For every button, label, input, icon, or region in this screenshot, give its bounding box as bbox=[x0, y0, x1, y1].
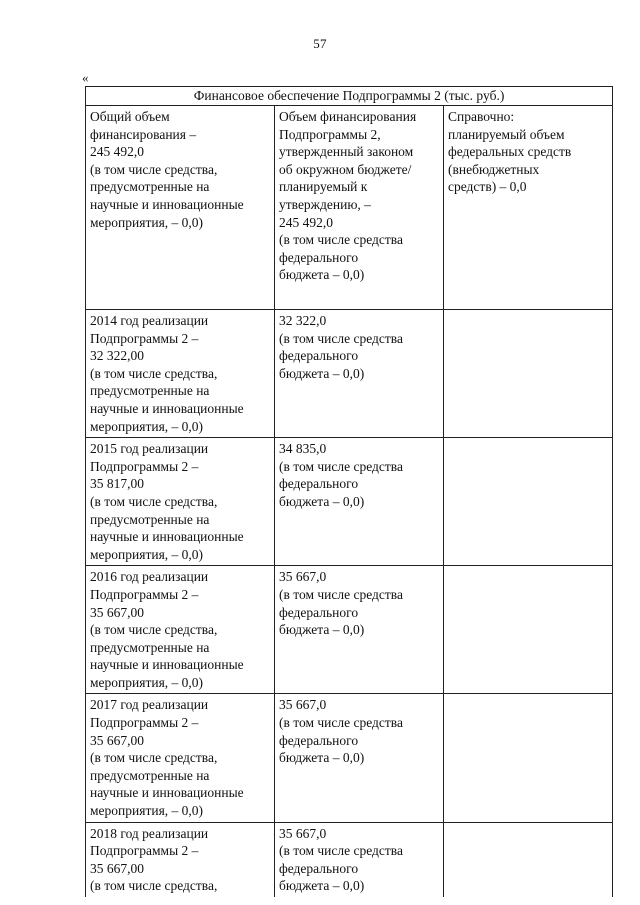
header-reference-federal: Справочно: планируемый объем федеральных средств (внебюджетных средств) – 0,0 bbox=[444, 106, 613, 310]
row-district-cell: 35 667,0 (в том числе средства федерального бюджета – 0,0) bbox=[275, 566, 444, 694]
row-reference-cell bbox=[444, 694, 613, 822]
row-reference-cell bbox=[444, 566, 613, 694]
row-total-cell: 2016 год реализации Подпрограммы 2 – 35 667,00 (в том числе средства, предусмотренные на научные и инновационные мероприятия, – 0,0) bbox=[86, 566, 275, 694]
row-reference-cell bbox=[444, 438, 613, 566]
table-row bbox=[86, 822, 613, 897]
row-district-cell: 32 322,0 (в том числе средства федерального бюджета – 0,0) bbox=[275, 310, 444, 438]
row-district-cell: 34 835,0 (в том числе средства федерального бюджета – 0,0) bbox=[275, 438, 444, 566]
row-total-cell: 2017 год реализации Подпрограммы 2 – 35 667,00 (в том числе средства, предусмотренные на научные и инновационные мероприятия, – 0,0) bbox=[86, 694, 275, 822]
row-total-cell: 2014 год реализации Подпрограммы 2 – 32 322,00 (в том числе средства, предусмотренные на научные и инновационные мероприятия, – 0,0) bbox=[86, 310, 275, 438]
table-row bbox=[86, 438, 613, 566]
header-total-funding: Общий объем финансирования – 245 492,0 (в том числе средства, предусмотренные на научные и инновационные мероприятия, – 0,0) bbox=[86, 106, 275, 310]
funding-table bbox=[85, 86, 613, 897]
table-header-row bbox=[86, 106, 613, 310]
row-reference-cell bbox=[444, 310, 613, 438]
opening-quote-mark: « bbox=[82, 70, 89, 85]
header-district-budget: Объем финансирования Подпрограммы 2, утвержденный законом об окружном бюджете/ планируемый к утверждению, – 245 492,0 (в том числе средства федерального бюджета – 0,0) bbox=[275, 106, 444, 310]
table-row bbox=[86, 310, 613, 438]
row-total-cell: 2018 год реализации Подпрограммы 2 – 35 667,00 (в том числе средства, bbox=[86, 822, 275, 897]
table-title-row bbox=[86, 87, 613, 106]
table-row bbox=[86, 694, 613, 822]
row-district-cell: 35 667,0 (в том числе средства федерального бюджета – 0,0) bbox=[275, 822, 444, 897]
row-district-cell: 35 667,0 (в том числе средства федерального бюджета – 0,0) bbox=[275, 694, 444, 822]
row-reference-cell bbox=[444, 822, 613, 897]
page-number: 57 bbox=[313, 36, 327, 51]
row-total-cell: 2015 год реализации Подпрограммы 2 – 35 817,00 (в том числе средства, предусмотренные на научные и инновационные мероприятия, – 0,0) bbox=[86, 438, 275, 566]
table-row bbox=[86, 566, 613, 694]
table-title: Финансовое обеспечение Подпрограммы 2 (тыс. руб.) bbox=[86, 87, 613, 106]
